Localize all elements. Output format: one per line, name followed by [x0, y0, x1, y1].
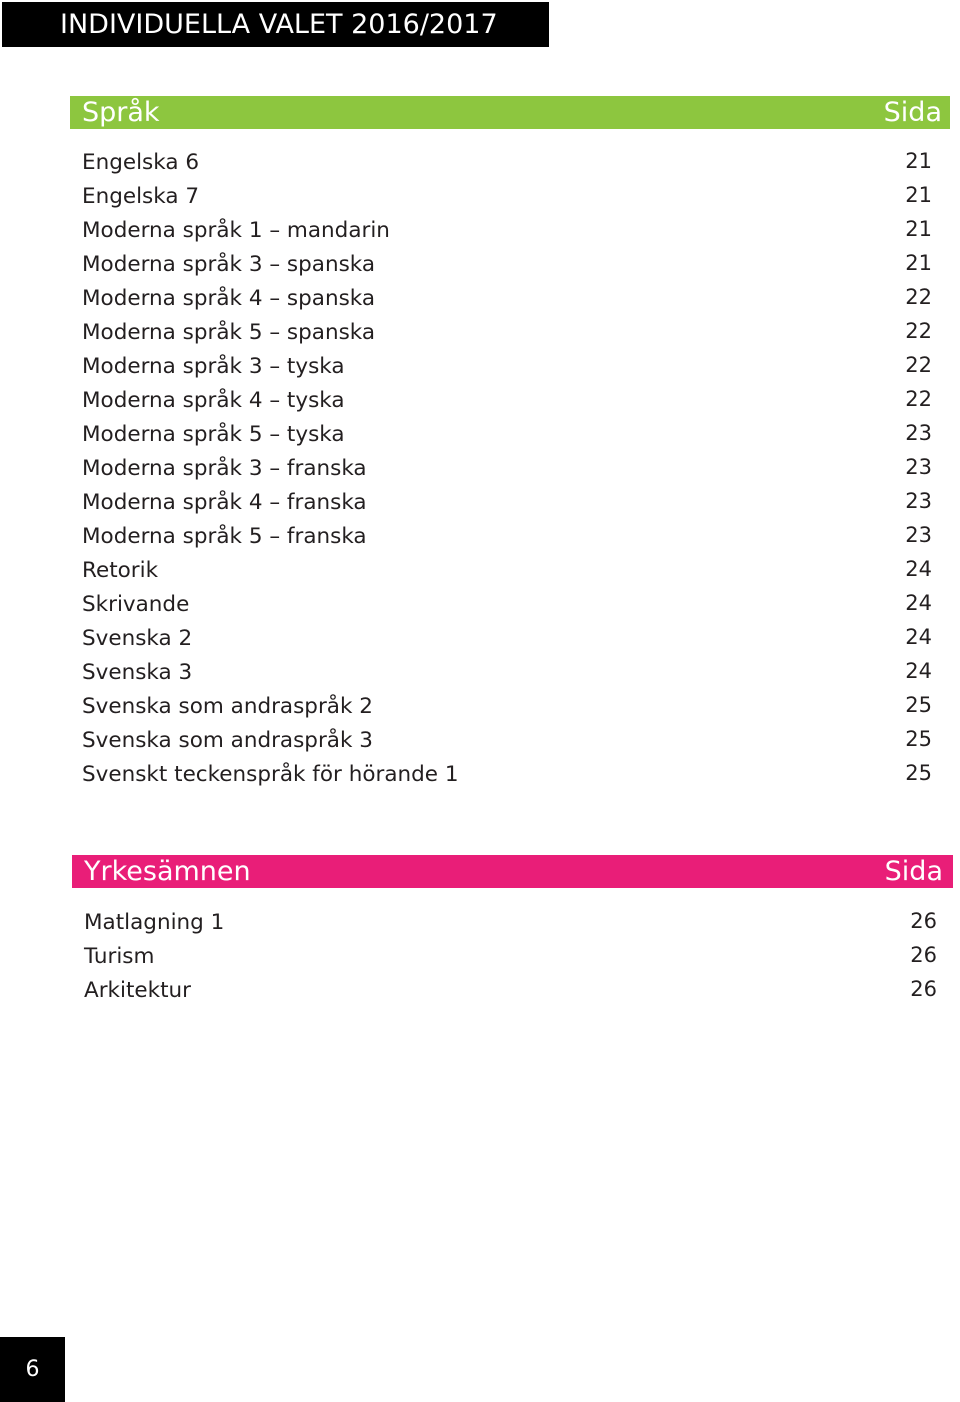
course-name: Svenskt teckenspråk för hörande 1: [82, 761, 459, 787]
course-name: Moderna språk 4 – spanska: [82, 285, 376, 311]
course-name: Moderna språk 1 – mandarin: [82, 217, 390, 243]
course-name: Svenska 3: [82, 659, 193, 685]
course-page: 22: [905, 284, 932, 309]
course-name: Moderna språk 4 – franska: [82, 489, 367, 515]
list-item: [82, 484, 932, 518]
course-page: 25: [905, 726, 932, 751]
list-item: [82, 586, 932, 620]
page-number: 6: [0, 1337, 65, 1402]
course-page: 26: [910, 942, 937, 967]
course-name: Moderna språk 5 – franska: [82, 523, 367, 549]
list-item: [82, 348, 932, 382]
list-item: [84, 972, 937, 1006]
course-name: Moderna språk 4 – tyska: [82, 387, 345, 413]
course-page: 23: [905, 522, 932, 547]
section-header-sprak: [70, 96, 950, 129]
course-page: 24: [905, 624, 932, 649]
list-item: [82, 688, 932, 722]
course-page: 21: [905, 148, 932, 173]
document-title: INDIVIDUELLA VALET 2016/2017: [2, 2, 549, 47]
list-item: [82, 654, 932, 688]
section-title: Yrkesämnen: [84, 856, 251, 887]
list-item: [84, 938, 937, 972]
course-name: Turism: [84, 943, 155, 969]
course-page: 24: [905, 590, 932, 615]
list-item: [82, 144, 932, 178]
course-name: Matlagning 1: [84, 909, 225, 935]
course-name: Engelska 7: [82, 183, 200, 209]
course-name: Moderna språk 5 – spanska: [82, 319, 376, 345]
course-page: 24: [905, 556, 932, 581]
course-name: Retorik: [82, 557, 159, 583]
vocational-course-list: [84, 904, 937, 1006]
list-item: [82, 620, 932, 654]
list-item: [82, 722, 932, 756]
list-item: [82, 246, 932, 280]
section-title: Språk: [82, 97, 160, 128]
course-name: Moderna språk 5 – tyska: [82, 421, 345, 447]
course-page: 23: [905, 420, 932, 445]
course-name: Moderna språk 3 – spanska: [82, 251, 376, 277]
course-page: 22: [905, 386, 932, 411]
course-name: Skrivande: [82, 591, 190, 617]
language-course-list: [82, 144, 932, 790]
course-name: Moderna språk 3 – tyska: [82, 353, 345, 379]
course-page: 25: [905, 692, 932, 717]
course-name: Moderna språk 3 – franska: [82, 455, 367, 481]
course-name: Engelska 6: [82, 149, 200, 175]
page-column-label: Sida: [883, 97, 942, 128]
course-page: 26: [910, 976, 937, 1001]
course-name: Svenska som andraspråk 3: [82, 727, 373, 753]
list-item: [82, 280, 932, 314]
list-item: [82, 178, 932, 212]
course-page: 26: [910, 908, 937, 933]
course-name: Svenska som andraspråk 2: [82, 693, 373, 719]
list-item: [82, 212, 932, 246]
course-page: 24: [905, 658, 932, 683]
course-page: 21: [905, 216, 932, 241]
list-item: [82, 382, 932, 416]
page-column-label: Sida: [884, 856, 943, 887]
course-page: 21: [905, 182, 932, 207]
list-item: [82, 756, 932, 790]
list-item: [82, 416, 932, 450]
section-header-yrkesamnen: [72, 855, 953, 888]
course-page: 23: [905, 454, 932, 479]
list-item: [82, 314, 932, 348]
course-name: Svenska 2: [82, 625, 193, 651]
list-item: [82, 552, 932, 586]
course-page: 25: [905, 760, 932, 785]
course-page: 21: [905, 250, 932, 275]
course-page: 22: [905, 352, 932, 377]
list-item: [84, 904, 937, 938]
course-name: Arkitektur: [84, 977, 191, 1003]
list-item: [82, 450, 932, 484]
course-page: 23: [905, 488, 932, 513]
list-item: [82, 518, 932, 552]
course-page: 22: [905, 318, 932, 343]
